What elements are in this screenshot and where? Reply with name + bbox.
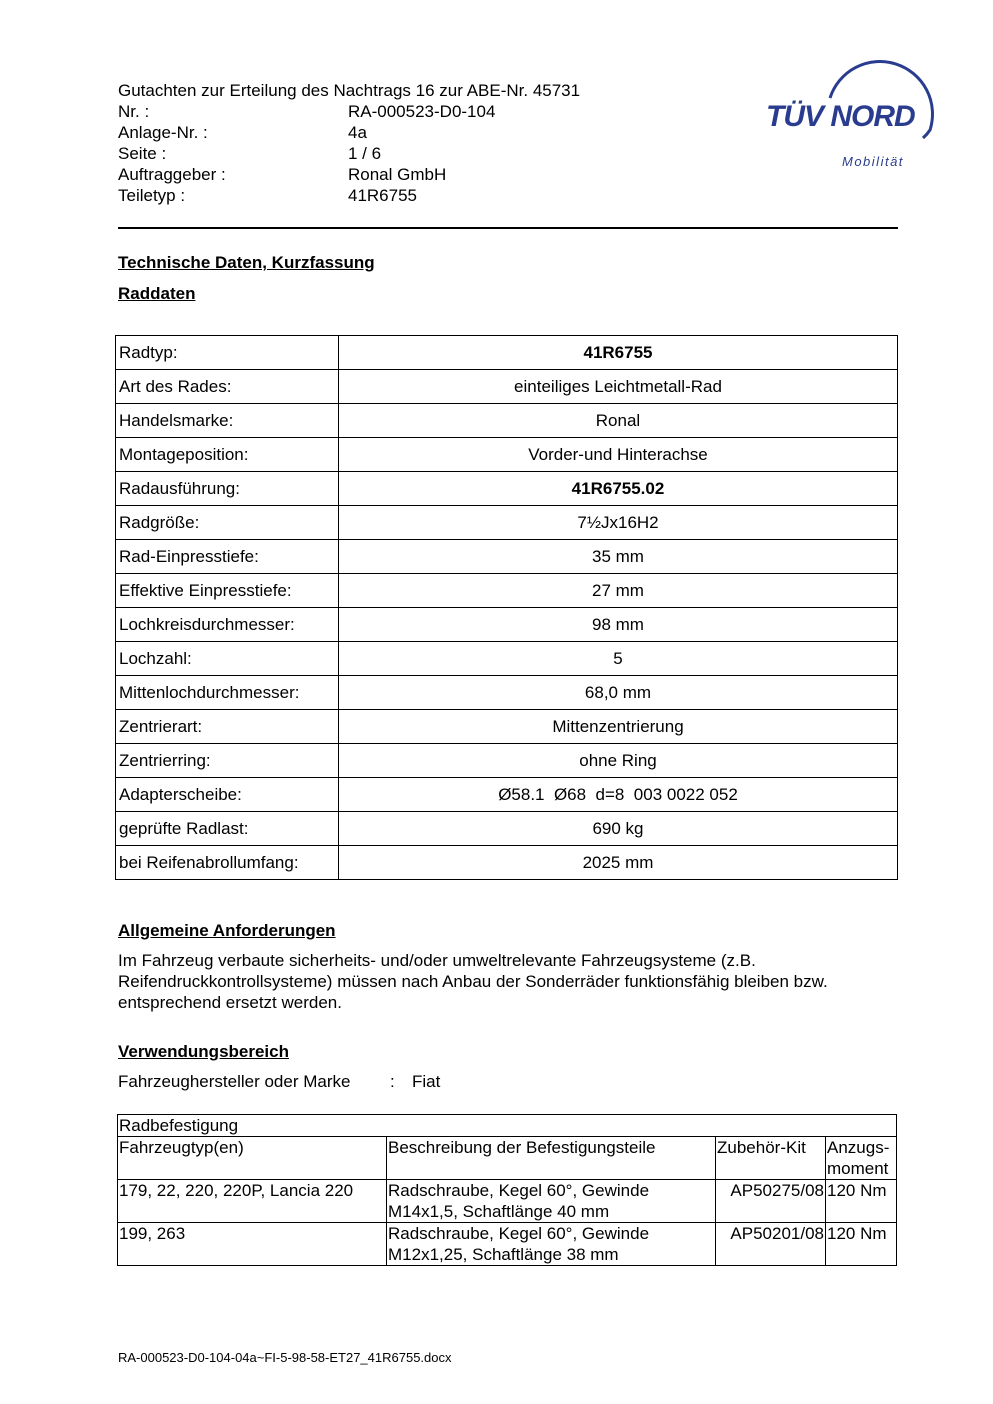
section-heading-allgemeine-anforderungen: Allgemeine Anforderungen	[118, 921, 336, 940]
header-field: Nr. : RA-000523-D0-104	[118, 102, 496, 121]
table-row: Lochkreisdurchmesser: 98 mm	[116, 608, 898, 642]
table-title-row: Radbefestigung	[118, 1115, 897, 1137]
table-row: 199, 263 Radschraube, Kegel 60°, Gewinde M12x1,25, Schaftlänge 38 mm AP50201/08 120 Nm	[118, 1223, 897, 1266]
table-row: Radausführung: 41R6755.02	[116, 472, 898, 506]
table-row: Zentrierart: Mittenzentrierung	[116, 710, 898, 744]
marke-separator: :	[390, 1072, 395, 1091]
header-field: Auftraggeber : Ronal GmbH	[118, 165, 447, 184]
table-row: Montageposition: Vorder-und Hinterachse	[116, 438, 898, 472]
section-heading-raddaten: Raddaten	[118, 284, 196, 303]
table-row: Handelsmarke: Ronal	[116, 404, 898, 438]
table-row: Rad-Einpresstiefe: 35 mm	[116, 540, 898, 574]
document-footer-filename: RA-000523-D0-104-04a~FI-5-98-58-ET27_41R6755.docx	[118, 1350, 452, 1365]
table-row: Zentrierring: ohne Ring	[116, 744, 898, 778]
tuev-nord-logo	[760, 58, 945, 173]
document-header	[118, 80, 638, 206]
table-row: Mittenlochdurchmesser: 68,0 mm	[116, 676, 898, 710]
header-field: Anlage-Nr. : 4a	[118, 123, 367, 142]
marke-label: Fahrzeughersteller oder Marke	[118, 1072, 351, 1091]
fahrzeughersteller-row	[118, 1071, 440, 1092]
table-row: Art des Rades: einteiliges Leichtmetall-Rad	[116, 370, 898, 404]
table-row: Radgröße: 7½Jx16H2	[116, 506, 898, 540]
header-divider	[118, 227, 898, 229]
table-row: 179, 22, 220, 220P, Lancia 220 Radschraube, Kegel 60°, Gewinde M14x1,5, Schaftlänge 40 mm AP50275/08 120 Nm	[118, 1180, 897, 1223]
header-field: Teiletyp : 41R6755	[118, 186, 418, 205]
section-heading-technische-daten: Technische Daten, Kurzfassung	[118, 253, 375, 272]
document-title: Gutachten zur Erteilung des Nachtrags 16 zur ABE-Nr. 45731	[118, 81, 581, 100]
allgemeine-anforderungen-text: Im Fahrzeug verbaute sicherheits- und/oder umweltrelevante Fahrzeugsysteme (z.B. Reifendruckkontrollsysteme) müssen nach Anbau der Sonderräder funktionsfähig bleiben bzw. entsprechend ersetzt werden.	[118, 951, 828, 1012]
table-row: Effektive Einpresstiefe: 27 mm	[116, 574, 898, 608]
header-field: Seite : 1 / 6	[118, 144, 382, 163]
logo-wordmark: TÜV NORD	[766, 100, 915, 133]
table-row: Radtyp: 41R6755	[116, 336, 898, 370]
table-row: geprüfte Radlast: 690 kg	[116, 812, 898, 846]
section-heading-verwendungsbereich: Verwendungsbereich	[118, 1042, 289, 1061]
marke-value: Fiat	[412, 1072, 441, 1091]
radbefestigung-table	[117, 1114, 897, 1266]
table-header-row: Fahrzeugtyp(en) Beschreibung der Befestigungsteile Zubehör-Kit Anzugs- moment	[118, 1137, 897, 1180]
table-row: bei Reifenabrollumfang: 2025 mm	[116, 846, 898, 880]
logo-subtitle: Mobilität	[842, 154, 904, 169]
table-row: Adapterscheibe: Ø58.1 Ø68 d=8 003 0022 052	[116, 778, 898, 812]
raddaten-table	[115, 335, 898, 880]
table-row: Lochzahl: 5	[116, 642, 898, 676]
